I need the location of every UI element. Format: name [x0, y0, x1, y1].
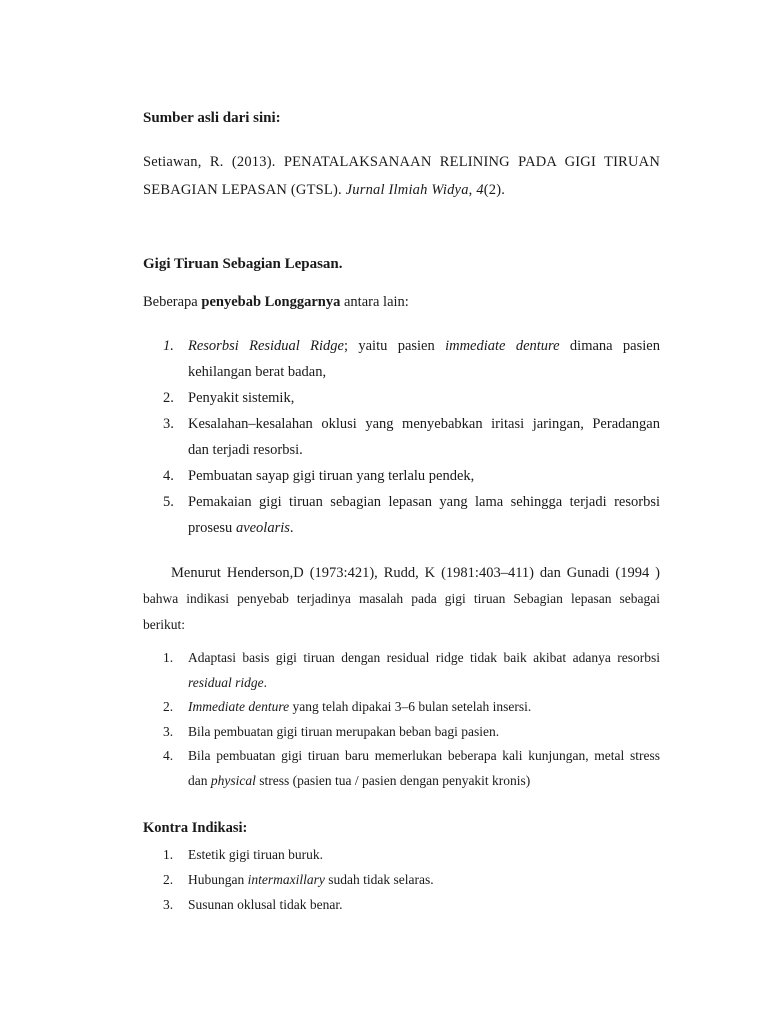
- list-line: Bila pembuatan gigi tiruan baru memerlukan beberapa kali kunjungan, metal stress: [188, 748, 660, 763]
- list-item: [163, 720, 660, 745]
- list-number: 2.: [163, 699, 174, 714]
- citation-issue: (2).: [483, 182, 506, 198]
- list-text: .: [263, 674, 267, 690]
- paragraph-line-3: berikut:: [143, 617, 185, 632]
- list-line: kehilangan berat badan,: [188, 364, 327, 380]
- reference-paragraph: [143, 560, 660, 638]
- list-line: Pembuatan sayap gigi tiruan yang terlalu pendek,: [188, 468, 475, 484]
- citation-line-2: [143, 176, 660, 204]
- list-line: [188, 695, 660, 720]
- list-line: [188, 333, 660, 359]
- italic-term: physical: [210, 772, 256, 788]
- intro-pre: Beberapa: [143, 294, 202, 310]
- list-number: 3.: [163, 723, 174, 739]
- list-number: 5.: [163, 494, 174, 510]
- contraindication-list: [163, 842, 660, 917]
- list-text: sudah tidak selaras.: [324, 872, 434, 887]
- italic-term: aveolaris: [235, 520, 290, 536]
- italic-term: immediate denture: [445, 338, 560, 354]
- italic-term: Immediate denture: [188, 699, 290, 714]
- list-text: dan: [188, 772, 211, 788]
- list-number: 2.: [163, 872, 174, 887]
- list-line: [188, 671, 660, 696]
- section-intro: [143, 294, 409, 311]
- intro-bold: penyebab Longgarnya: [201, 294, 341, 310]
- italic-term: Resorbsi Residual Ridge: [188, 338, 344, 354]
- list-number: 1.: [163, 847, 174, 862]
- list-line: Penyakit sistemik,: [188, 390, 295, 406]
- list-item: [163, 333, 660, 385]
- list-line: Bila pembuatan gigi tiruan merupakan beban bagi pasien.: [188, 723, 500, 739]
- list-number: 2.: [163, 390, 174, 406]
- indication-list: [163, 646, 660, 793]
- list-line: Kesalahan–kesalahan oklusi yang menyebabkan iritasi jaringan, Peradangan: [188, 416, 660, 432]
- italic-term: intermaxillary: [247, 872, 325, 887]
- list-item: [163, 695, 660, 720]
- list-item: [163, 867, 660, 892]
- list-item: [163, 842, 660, 867]
- list-number: 4.: [163, 748, 174, 763]
- list-text: .: [289, 520, 294, 536]
- list-item: [163, 463, 660, 489]
- list-item: [163, 385, 660, 411]
- citation-line-1: Setiawan, R. (2013). PENATALAKSANAAN RELINING PADA GIGI TIRUAN: [143, 154, 660, 170]
- list-number: 3.: [163, 416, 174, 432]
- list-number: 1.: [163, 650, 174, 665]
- list-text: ; yaitu pasien: [344, 338, 446, 354]
- paragraph-line-2: bahwa indikasi penyebab terjadinya masalah pada gigi tiruan Sebagian lepasan sebagai: [143, 591, 660, 606]
- list-number: 1.: [163, 338, 174, 354]
- list-line: Adaptasi basis gigi tiruan dengan residual ridge tidak baik akibat adanya resorbsi: [188, 650, 660, 665]
- citation-title-end: SEBAGIAN LEPASAN (GTSL).: [143, 182, 346, 198]
- list-text: stress (pasien tua / pasien dengan penyakit kronis): [255, 772, 531, 788]
- list-line: [188, 867, 660, 892]
- list-item: [163, 744, 660, 793]
- citation: [143, 148, 660, 204]
- list-number: 4.: [163, 468, 174, 484]
- list-text: prosesu: [188, 520, 236, 536]
- cause-list: [163, 333, 660, 541]
- paragraph-line-1: Menurut Henderson,D (1973:421), Rudd, K (1981:403–411) dan Gunadi (1994 ): [171, 565, 660, 581]
- list-line: Estetik gigi tiruan buruk.: [188, 847, 323, 862]
- intro-post: antara lain:: [340, 294, 409, 310]
- italic-term: residual ridge: [188, 674, 264, 690]
- list-item: [163, 489, 660, 541]
- list-line: dan terjadi resorbsi.: [188, 442, 303, 458]
- citation-volume: 4: [476, 182, 484, 198]
- list-line: Susunan oklusal tidak benar.: [188, 897, 343, 912]
- citation-journal: Jurnal Ilmiah Widya: [345, 182, 469, 198]
- list-text: yang telah dipakai 3–6 bulan setelah insersi.: [289, 699, 532, 714]
- list-line: Pemakaian gigi tiruan sebagian lepasan yang lama sehingga terjadi resorbsi: [188, 494, 660, 510]
- list-number: 3.: [163, 897, 174, 912]
- list-text: dimana pasien: [559, 338, 660, 354]
- section-heading-contraindication: Kontra Indikasi:: [143, 820, 248, 836]
- list-item: [163, 646, 660, 695]
- citation-sep: ,: [468, 182, 477, 198]
- source-heading: Sumber asli dari sini:: [143, 110, 281, 126]
- list-text: Hubungan: [188, 872, 248, 887]
- list-item: [163, 411, 660, 463]
- list-line: [188, 769, 660, 794]
- section-heading-gtsl: Gigi Tiruan Sebagian Lepasan.: [143, 256, 343, 272]
- list-item: [163, 892, 660, 917]
- list-line: [188, 515, 660, 541]
